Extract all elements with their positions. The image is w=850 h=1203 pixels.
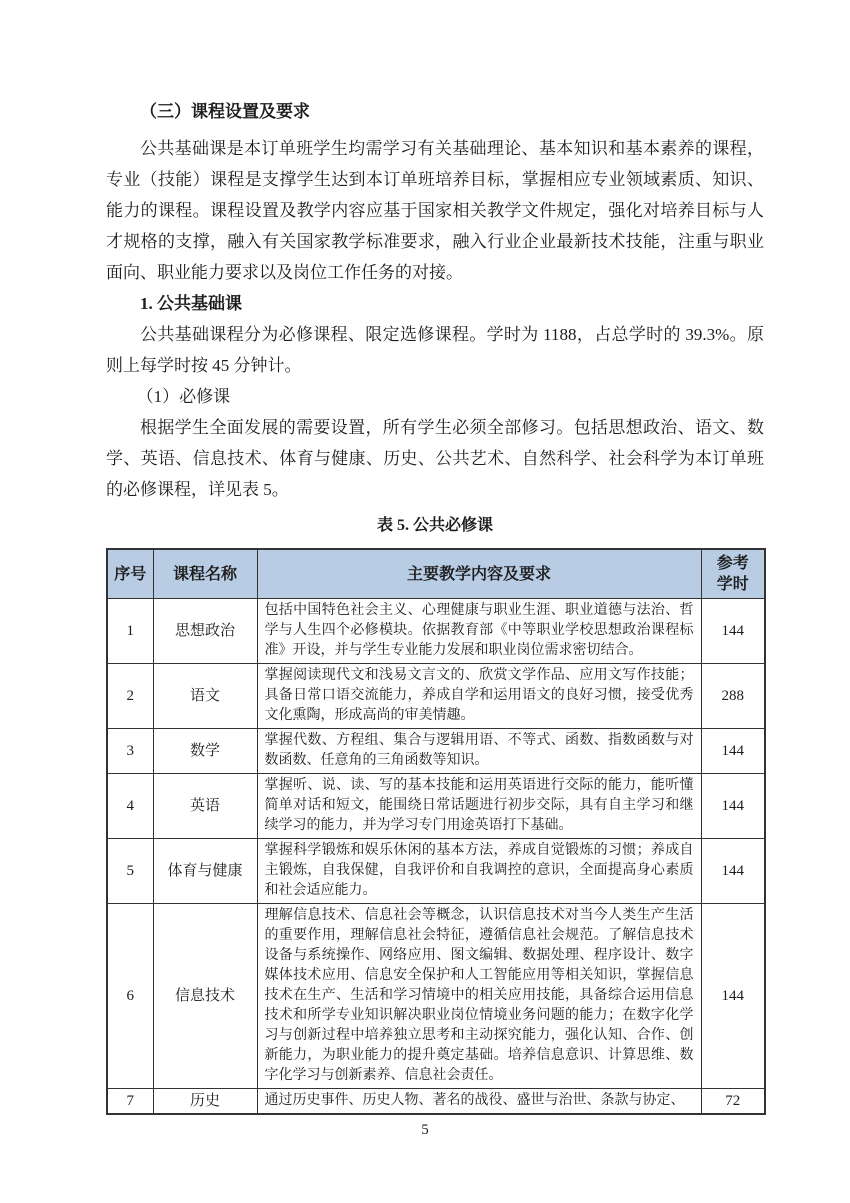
table-header-row — [107, 549, 765, 599]
table-title: 表 5. 公共必修课 — [376, 517, 493, 534]
cell-hours: 72 — [701, 1089, 765, 1115]
table-row — [107, 839, 765, 904]
cell-course-name: 信息技术 — [153, 904, 257, 1089]
cell-course-name: 英语 — [153, 774, 257, 839]
column-header-no: 序号 — [107, 549, 153, 599]
column-header-course-name: 课程名称 — [153, 549, 257, 599]
cell-content: 掌握代数、方程组、集合与逻辑用语、不等式、函数、指数函数与对数函数、任意角的三角函数等知识。 — [257, 729, 701, 774]
cell-content: 掌握科学锻炼和娱乐休闲的基本方法，养成自觉锻炼的习惯；养成自主锻炼，自我保健，自我评价和自我调控的意识，全面提高身心素质和社会适应能力。 — [257, 839, 701, 904]
table-row — [107, 664, 765, 729]
cell-course-name: 语文 — [153, 664, 257, 729]
cell-hours: 144 — [701, 904, 765, 1089]
page-number: 5 — [421, 1122, 429, 1138]
column-header-hours: 参考学时 — [701, 549, 765, 599]
cell-content: 掌握阅读现代文和浅易文言文的、欣赏文学作品、应用文写作技能；具备日常口语交流能力，养成自学和运用语文的良好习惯，接受优秀文化熏陶，形成高尚的审美情趣。 — [257, 664, 701, 729]
table-row — [107, 904, 765, 1089]
table-body — [107, 599, 765, 1115]
cell-no: 1 — [107, 599, 153, 664]
column-header-content: 主要教学内容及要求 — [257, 549, 701, 599]
cell-course-name: 历史 — [153, 1089, 257, 1115]
paragraph-intro: 公共基础课是本订单班学生均需学习有关基础理论、基本知识和基本素养的课程，专业（技能）课程是支撑学生达到本订单班培养目标，掌握相应专业领域素质、知识、能力的课程。课程设置及教学内容应基于国家相关教学文件规定，强化对培养目标与人才规格的支撑，融入有关国家教学标准要求，融入行业企业最新技术技能，注重与职业面向、职业能力要求以及岗位工作任务的对接。 — [106, 139, 764, 282]
required-courses-table — [106, 548, 766, 1115]
cell-content: 理解信息技术、信息社会等概念，认识信息技术对当今人类生产生活的重要作用，理解信息社会特征，遵循信息社会规范。了解信息技术设备与系统操作、网络应用、图文编辑、数据处理、程序设计、数字媒体技术应用、信息安全保护和人工智能应用等相关知识，掌握信息技术在生产、生活和学习情境中的相关应用技能，具备综合运用信息技术和所学专业知识解决职业岗位情境业务问题的能力；在数字化学习与创新过程中培养独立思考和主动探究能力，强化认知、合作、创新能力，为职业能力的提升奠定基础。培养信息意识、计算思维、数字化学习与创新素养、信息社会责任。 — [257, 904, 701, 1089]
subsection-heading-public-basic-courses: 1. 公共基础课 — [140, 294, 242, 313]
list-heading-required-courses: （1）必修课 — [136, 387, 231, 406]
cell-no: 5 — [107, 839, 153, 904]
cell-no: 6 — [107, 904, 153, 1089]
table-row — [107, 599, 765, 664]
paragraph-required-courses: 根据学生全面发展的需要设置，所有学生必须全部修习。包括思想政治、语文、数学、英语、信息技术、体育与健康、历史、公共艺术、自然科学、社会科学为本订单班的必修课程，详见表 5。 — [106, 418, 764, 499]
cell-hours: 144 — [701, 839, 765, 904]
cell-course-name: 思想政治 — [153, 599, 257, 664]
table-header — [107, 549, 765, 599]
cell-hours: 144 — [701, 729, 765, 774]
cell-hours: 144 — [701, 774, 765, 839]
cell-content: 通过历史事件、历史人物、著名的战役、盛世与治世、条款与协定、 — [257, 1089, 701, 1115]
cell-content: 包括中国特色社会主义、心理健康与职业生涯、职业道德与法治、哲学与人生四个必修模块。依据教育部《中等职业学校思想政治课程标准》开设，并与学生专业能力发展和职业岗位需求密切结合。 — [257, 599, 701, 664]
cell-hours: 288 — [701, 664, 765, 729]
cell-hours: 144 — [701, 599, 765, 664]
cell-no: 3 — [107, 729, 153, 774]
cell-no: 4 — [107, 774, 153, 839]
cell-no: 2 — [107, 664, 153, 729]
cell-content: 掌握听、说、读、写的基本技能和运用英语进行交际的能力，能听懂简单对话和短文，能围绕日常话题进行初步交际，具有自主学习和继续学习的能力，并为学习专门用途英语打下基础。 — [257, 774, 701, 839]
table-row — [107, 774, 765, 839]
cell-course-name: 体育与健康 — [153, 839, 257, 904]
cell-no: 7 — [107, 1089, 153, 1115]
table-row — [107, 1089, 765, 1115]
cell-course-name: 数学 — [153, 729, 257, 774]
table-row — [107, 729, 765, 774]
paragraph-course-hours: 公共基础课程分为必修课程、限定选修课程。学时为 1188，占总学时的 39.3%。原则上每学时按 45 分钟计。 — [106, 325, 764, 375]
section-heading: （三）课程设置及要求 — [140, 102, 310, 121]
